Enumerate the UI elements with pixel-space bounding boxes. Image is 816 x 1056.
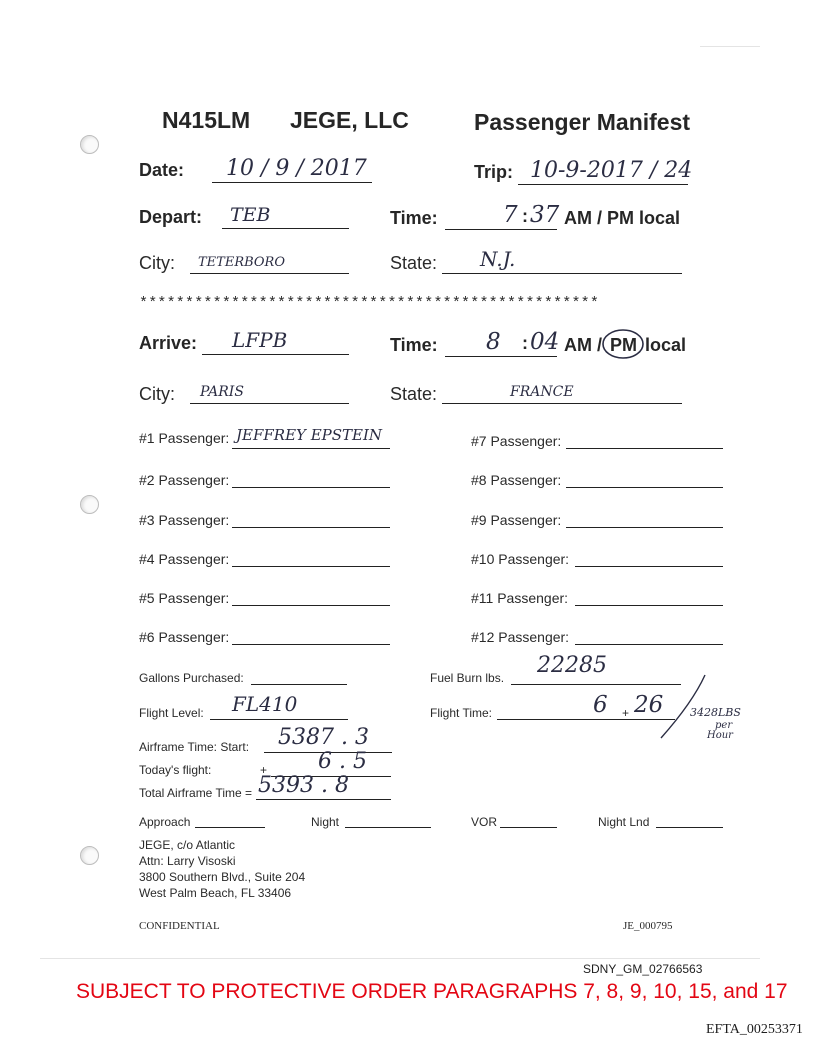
depart-city-line [190, 273, 349, 274]
passenger-8-label: #8 Passenger: [471, 472, 562, 488]
arrive-time-hour: 8 [486, 329, 501, 355]
flight-time-note-1: 3428LBS [690, 706, 741, 719]
passenger-10-label: #10 Passenger: [471, 551, 570, 567]
arrive-time-minute: 04 [530, 329, 560, 355]
airframe-start-value: 5387 . 3 [278, 725, 369, 750]
trip-value: 10-9-2017 / 24 [530, 158, 693, 183]
binder-hole-bottom [80, 846, 99, 865]
passenger-1-line [232, 448, 390, 449]
flight-time-minutes: 26 [634, 692, 664, 718]
flight-time-line [497, 719, 675, 720]
passenger-4-line [232, 566, 390, 567]
arrive-value: LFPB [232, 328, 288, 352]
passenger-8-line [566, 487, 723, 488]
flight-time-note-3: Hour [707, 730, 733, 741]
mailing-address [139, 837, 305, 901]
flight-time-hours: 6 [593, 692, 608, 718]
flight-level-label: Flight Level: [139, 706, 204, 720]
depart-line [222, 228, 349, 229]
approach-label: Approach [139, 815, 191, 829]
fuel-burn-value: 22285 [537, 653, 607, 678]
flight-time-note-2: per [715, 720, 733, 731]
arrive-city-line [190, 403, 349, 404]
passenger-3-line [232, 527, 390, 528]
flight-time-label: Flight Time: [430, 706, 493, 720]
passenger-9-line [566, 527, 723, 528]
flight-level-line [210, 719, 348, 720]
flight-time-plus: + [622, 706, 630, 720]
arrive-time-separator: : [522, 333, 528, 353]
depart-time-line [445, 229, 557, 230]
passenger-5-line [232, 605, 390, 606]
scan-edge-bottom [40, 958, 760, 959]
arrive-state-value: FRANCE [510, 384, 574, 400]
passenger-2-label: #2 Passenger: [139, 472, 230, 488]
depart-time-separator: : [522, 206, 528, 226]
trip-line [518, 184, 688, 185]
depart-state-label: State: [390, 253, 438, 273]
total-airframe-label: Total Airframe Time = [139, 786, 253, 800]
passenger-10-line [575, 566, 723, 567]
tail-number: N415LM [162, 107, 251, 133]
passenger-5-label: #5 Passenger: [139, 590, 230, 606]
date-value: 10 / 9 / 2017 [226, 156, 367, 181]
form-title: Passenger Manifest [474, 109, 691, 135]
arrive-time-line [445, 356, 557, 357]
depart-time-minute: 37 [530, 202, 560, 228]
arrive-label: Arrive: [139, 333, 198, 353]
address-line-2: Attn: Larry Visoski [139, 854, 236, 868]
arrive-local-label: local [645, 335, 687, 355]
depart-state-value: N.J. [480, 247, 516, 271]
total-airframe-value: 5393 . 8 [258, 773, 349, 798]
arrive-state-line [442, 403, 682, 404]
efta-number: EFTA_00253371 [706, 1022, 803, 1037]
passenger-3-label: #3 Passenger: [139, 512, 230, 528]
address-line-1: JEGE, c/o Atlantic [139, 838, 236, 852]
depart-state-line [442, 273, 682, 274]
arrive-line [202, 354, 349, 355]
todays-flight-plus: + [260, 763, 268, 777]
depart-ampm-label: AM / PM local [564, 208, 681, 228]
arrive-city-value: PARIS [200, 384, 244, 400]
night-landing-line [656, 827, 723, 828]
address-line-3: 3800 Southern Blvd., Suite 204 [139, 870, 306, 884]
confidential-stamp: CONFIDENTIAL [139, 920, 220, 932]
depart-city-label: City: [139, 253, 175, 273]
depart-value: TEB [230, 204, 271, 226]
passenger-12-line [575, 644, 723, 645]
depart-city-value: TETERBORO [198, 255, 286, 270]
arrive-pm-label: PM [610, 335, 637, 355]
passenger-11-label: #11 Passenger: [471, 590, 569, 606]
depart-label: Depart: [139, 207, 203, 227]
je-bates-number: JE_000795 [623, 920, 673, 932]
passenger-7-line [566, 448, 723, 449]
arrive-state-label: State: [390, 384, 438, 404]
protective-order-notice: SUBJECT TO PROTECTIVE ORDER PARAGRAPHS 7, 8, 9, 10, 15, and 17 [76, 980, 788, 1003]
date-label: Date: [139, 160, 185, 180]
passenger-7-label: #7 Passenger: [471, 433, 562, 449]
vor-line [500, 827, 557, 828]
night-landing-label: Night Lnd [598, 815, 650, 829]
passenger-4-label: #4 Passenger: [139, 551, 230, 567]
night-label: Night [311, 815, 340, 829]
gallons-purchased-line [251, 684, 347, 685]
arrive-time-label: Time: [390, 335, 438, 355]
sdny-bates-number: SDNY_GM_02766563 [583, 962, 703, 976]
total-airframe-line [256, 799, 391, 800]
depart-time-label: Time: [390, 208, 438, 228]
arrive-city-label: City: [139, 384, 175, 404]
passenger-1-name: JEFFREY EPSTEIN [236, 426, 383, 444]
passenger-11-line [575, 605, 723, 606]
airframe-start-label: Airframe Time: Start: [139, 740, 250, 754]
depart-time-hour: 7 [503, 202, 518, 228]
separator-stars: ************************************************** [139, 295, 600, 312]
approach-line [195, 827, 265, 828]
passenger-12-label: #12 Passenger: [471, 629, 570, 645]
arrive-am-label: AM / [564, 335, 602, 355]
date-line [212, 182, 372, 183]
company-name: JEGE, LLC [290, 107, 409, 133]
passenger-1-label: #1 Passenger: [139, 430, 230, 446]
address-line-4: West Palm Beach, FL 33406 [139, 886, 292, 900]
fuel-burn-label: Fuel Burn lbs. [430, 671, 505, 685]
vor-label: VOR [471, 815, 498, 829]
passenger-2-line [232, 487, 390, 488]
binder-hole-middle [80, 495, 99, 514]
binder-hole-top [80, 135, 99, 154]
passenger-6-line [232, 644, 390, 645]
gallons-purchased-label: Gallons Purchased: [139, 671, 244, 685]
flight-level-value: FL410 [232, 692, 298, 716]
passenger-9-label: #9 Passenger: [471, 512, 562, 528]
trip-label: Trip: [474, 162, 513, 182]
scan-edge-top [700, 46, 760, 47]
night-line [345, 827, 431, 828]
pm-circle-mark [600, 327, 646, 361]
todays-flight-label: Today's flight: [139, 763, 212, 777]
todays-flight-value: 6 . 5 [318, 749, 367, 774]
passenger-6-label: #6 Passenger: [139, 629, 230, 645]
